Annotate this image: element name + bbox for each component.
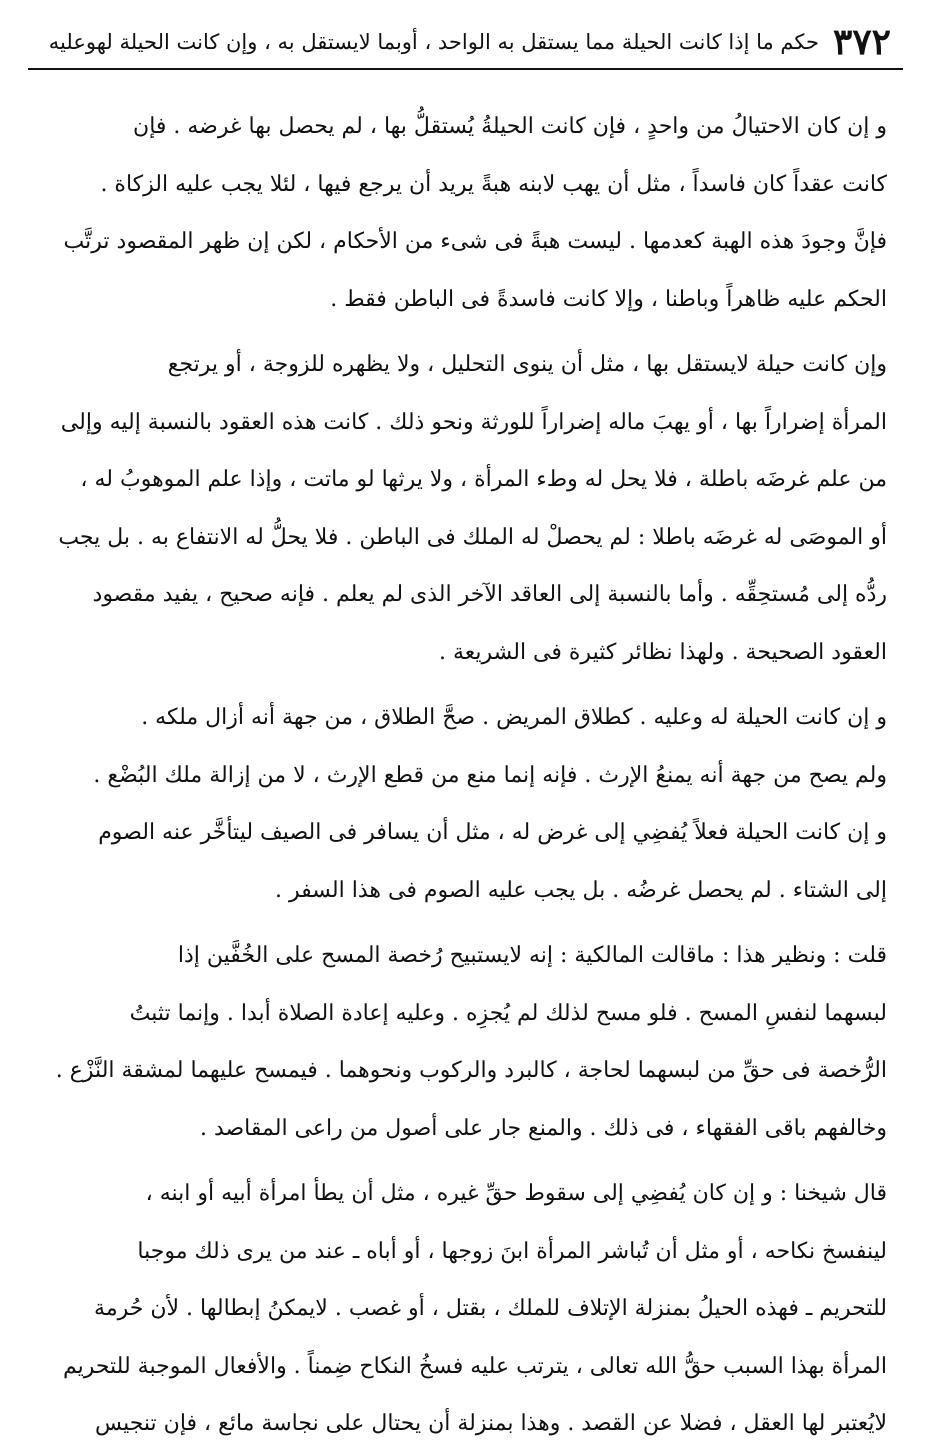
paragraph-1 bbox=[44, 98, 887, 328]
paragraph-separator bbox=[44, 919, 887, 927]
text-line: كانت عقداً كان فاسداً ، مثل أن يهب لابنه هبةً يريد أن يرجع فيها ، لئلا يجب عليه الزكاة . bbox=[100, 171, 887, 197]
text-line: و إن كان الاحتيالُ من واحدٍ ، فإن كانت الحيلةُ يُستقلُّ بها ، لم يحصل بها غرضه . فإن bbox=[133, 114, 887, 139]
paragraph-separator bbox=[44, 328, 887, 336]
text-line: ردُّه إلى مُستحِقِّه . وأما بالنسبة إلى العاقد الآخر الذى لم يعلم . فإنه صحيح ، يفيد مقصود bbox=[92, 582, 887, 607]
text-line: المرأة إضراراً بها ، أو يهبَ ماله إضراراً للورثة ونحو ذلك . كانت هذه العقود بالنسبة إليه وإلى bbox=[60, 409, 887, 435]
page-header bbox=[40, 18, 891, 66]
paragraph-separator bbox=[44, 1157, 887, 1165]
paragraph-separator bbox=[44, 681, 887, 689]
text-line: الحكم عليه ظاهراً وباطنا ، وإلا كانت فاسدةً فى الباطن فقط . bbox=[330, 286, 887, 312]
page-number: ٣٧٢ bbox=[832, 21, 891, 63]
text-line: وخالفهم باقى الفقهاء ، فى ذلك . والمنع جار على أصول من راعى المقاصد . bbox=[199, 1115, 887, 1141]
text-line: الرُّخصة فى حقِّ من لبسهما لحاجة ، كالبرد والركوب ونحوهما . فيمسح عليهما لمشقة النَّزْع . bbox=[55, 1058, 887, 1083]
header-rule bbox=[28, 68, 903, 70]
text-line: قال شيخنا : و إن كان يُفضِي إلى سقوط حقِّ غيره ، مثل أن يطأ امرأة أبيه أو ابنه ، bbox=[145, 1181, 887, 1206]
text-line: فإنَّ وجودَ هذه الهبة كعدمها . ليست هبةً فى شىء من الأحكام ، لكن إن ظهر المقصود ترتَّب bbox=[63, 229, 887, 254]
text-line: إلى الشتاء . لم يحصل غرضُه . بل يجب عليه الصوم فى هذا السفر . bbox=[275, 877, 887, 903]
paragraph-5 bbox=[44, 1165, 887, 1453]
text-line: أو الموصَى له غرضَه باطلا : لم يحصلْ له الملك فى الباطن . فلا يحلُّ له الانتفاع به . بل يجب bbox=[58, 524, 887, 550]
text-line: و إن كانت الحيلة فعلاً يُفضِي إلى غرض له ، مثل أن يسافر فى الصيف ليتأخَّر عنه الصوم bbox=[98, 820, 887, 845]
paragraph-4 bbox=[44, 927, 887, 1157]
running-head: حكم ما إذا كانت الحيلة مما يستقل به الواحد ، أوبما لايستقل به ، وإن كانت الحيلة لهوعليه bbox=[48, 30, 819, 54]
text-line: لبسهما لنفسِ المسح . فلو مسح لذلك لم يُجزِه . وعليه إعادة الصلاة أبدا . وإنما تثبتُ bbox=[129, 1000, 887, 1026]
text-line: المرأة بهذا السبب حقُّ الله تعالى ، يترتب عليه فسخُ النكاح ضِمناً . والأفعال الموجبة للتحريم bbox=[62, 1353, 887, 1379]
text-line: ولم يصح من جهة أنه يمنعُ الإرث . فإنه إنما منع من قطع الإرث ، لا من إزالة ملك البُضْع . bbox=[93, 762, 887, 788]
text-line: وإن كانت حيلة لايستقل بها ، مثل أن ينوى التحليل ، ولا يظهره للزوجة ، أو يرتجع bbox=[167, 352, 887, 377]
text-line: و إن كانت الحيلة له وعليه . كطلاق المريض . صحَّ الطلاق ، من جهة أنه أزال ملكه . bbox=[141, 705, 887, 730]
paragraph-3 bbox=[44, 689, 887, 919]
text-line: من علم غرضَه باطلة ، فلا يحل له وطء المرأة ، ولا يرثها لو ماتت ، وإذا علم الموهوبُ له ، bbox=[80, 467, 887, 492]
text-line: لايُعتبر لها العقل ، فضلا عن القصد . وهذا بمنزلة أن يحتال على نجاسة مائع ، فإن تنجيس bbox=[95, 1411, 887, 1436]
text-line: لينفسخ نكاحه ، أو مثل أن تُباشر المرأة ابنَ زوجها ، أو أباه ـ عند من يرى ذلك موجبا bbox=[137, 1238, 887, 1264]
page-body bbox=[44, 98, 887, 1453]
text-line: قلت : ونظير هذا : ماقالت المالكية : إنه لايستبيح رُخصة المسح على الخُفَّين إذا bbox=[177, 943, 887, 968]
paragraph-2 bbox=[44, 336, 887, 681]
text-line: العقود الصحيحة . ولهذا نظائر كثيرة فى الشريعة . bbox=[438, 639, 887, 665]
text-line: للتحريم ـ فهذه الحيلُ بمنزلة الإتلاف للملك ، بقتل ، أو غصب . لايمكنُ إبطالها . لأن حُرمة bbox=[94, 1296, 887, 1321]
